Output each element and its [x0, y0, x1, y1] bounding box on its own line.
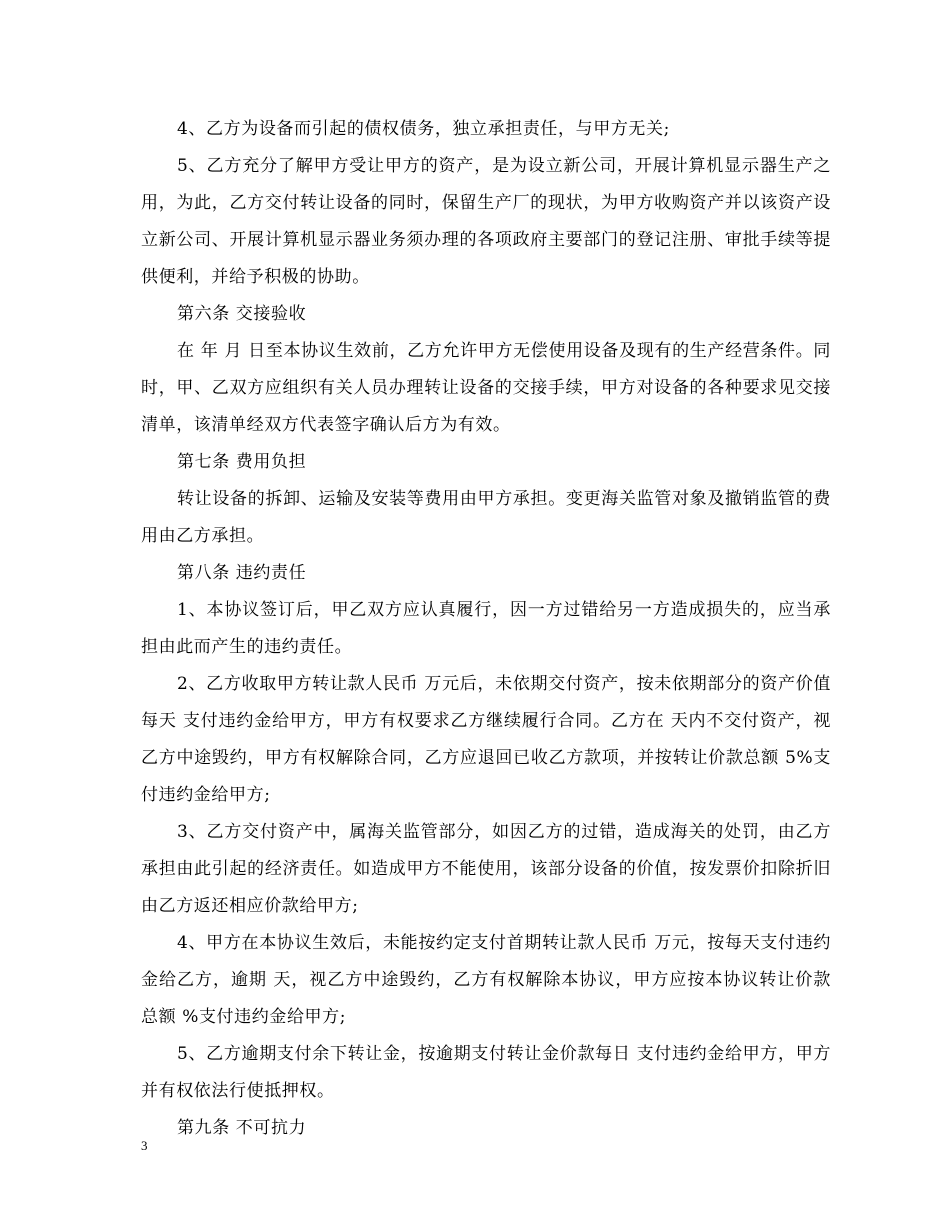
paragraph: 第九条 不可抗力 — [177, 1118, 307, 1138]
paragraph: 转让设备的拆卸、运输及安装等费用由甲方承担。变更海关监管对象及撤销监管的费用由乙方承担。 — [141, 489, 831, 546]
paragraph: 在 年 月 日至本协议生效前，乙方允许甲方无偿使用设备及现有的生产经营条件。同时，甲、乙双方应组织有关人员办理转让设备的交接手续，甲方对设备的各种要求见交接清单，该清单经双方代表签字确认后方为有效。 — [141, 341, 831, 435]
paragraph: 第六条 交接验收 — [177, 304, 307, 324]
paragraph: 1、本协议签订后，甲乙双方应认真履行，因一方过错给另一方造成损失的，应当承担由此而产生的违约责任。 — [141, 600, 831, 657]
document-body — [141, 111, 831, 1147]
paragraph: 第八条 违约责任 — [177, 563, 307, 583]
paragraph: 5、乙方充分了解甲方受让甲方的资产，是为设立新公司，开展计算机显示器生产之用，为此，乙方交付转让设备的同时，保留生产厂的现状，为甲方收购资产并以该资产设立新公司、开展计算机显示器业务须办理的各项政府主要部门的登记注册、审批手续等提供便利，并给予积极的协助。 — [141, 156, 831, 287]
paragraph: 4、甲方在本协议生效后，未能按约定支付首期转让款人民币 万元，按每天支付违约金给乙方，逾期 天，视乙方中途毁约，乙方有权解除本协议，甲方应按本协议转让价款总额 %支付违约金给甲方; — [141, 933, 831, 1027]
paragraph: 5、乙方逾期支付余下转让金，按逾期支付转让金价款每日 支付违约金给甲方，甲方并有权依法行使抵押权。 — [141, 1044, 831, 1101]
paragraph: 2、乙方收取甲方转让款人民币 万元后，未依期交付资产，按未依期部分的资产价值每天 支付违约金给甲方，甲方有权要求乙方继续履行合同。乙方在 天内不交付资产，视乙方中途毁约，甲方有权解除合同，乙方应退回已收乙方款项，并按转让价款总额 5%支付违约金给甲方; — [141, 674, 831, 805]
paragraph: 4、乙方为设备而引起的债权债务，独立承担责任，与甲方无关; — [177, 119, 670, 139]
page-number: 3 — [141, 1138, 148, 1153]
paragraph: 3、乙方交付资产中，属海关监管部分，如因乙方的过错，造成海关的处罚，由乙方承担由此引起的经济责任。如造成甲方不能使用，该部分设备的价值，按发票价扣除折旧由乙方返还相应价款给甲方; — [141, 822, 831, 916]
paragraph: 第七条 费用负担 — [177, 452, 307, 472]
